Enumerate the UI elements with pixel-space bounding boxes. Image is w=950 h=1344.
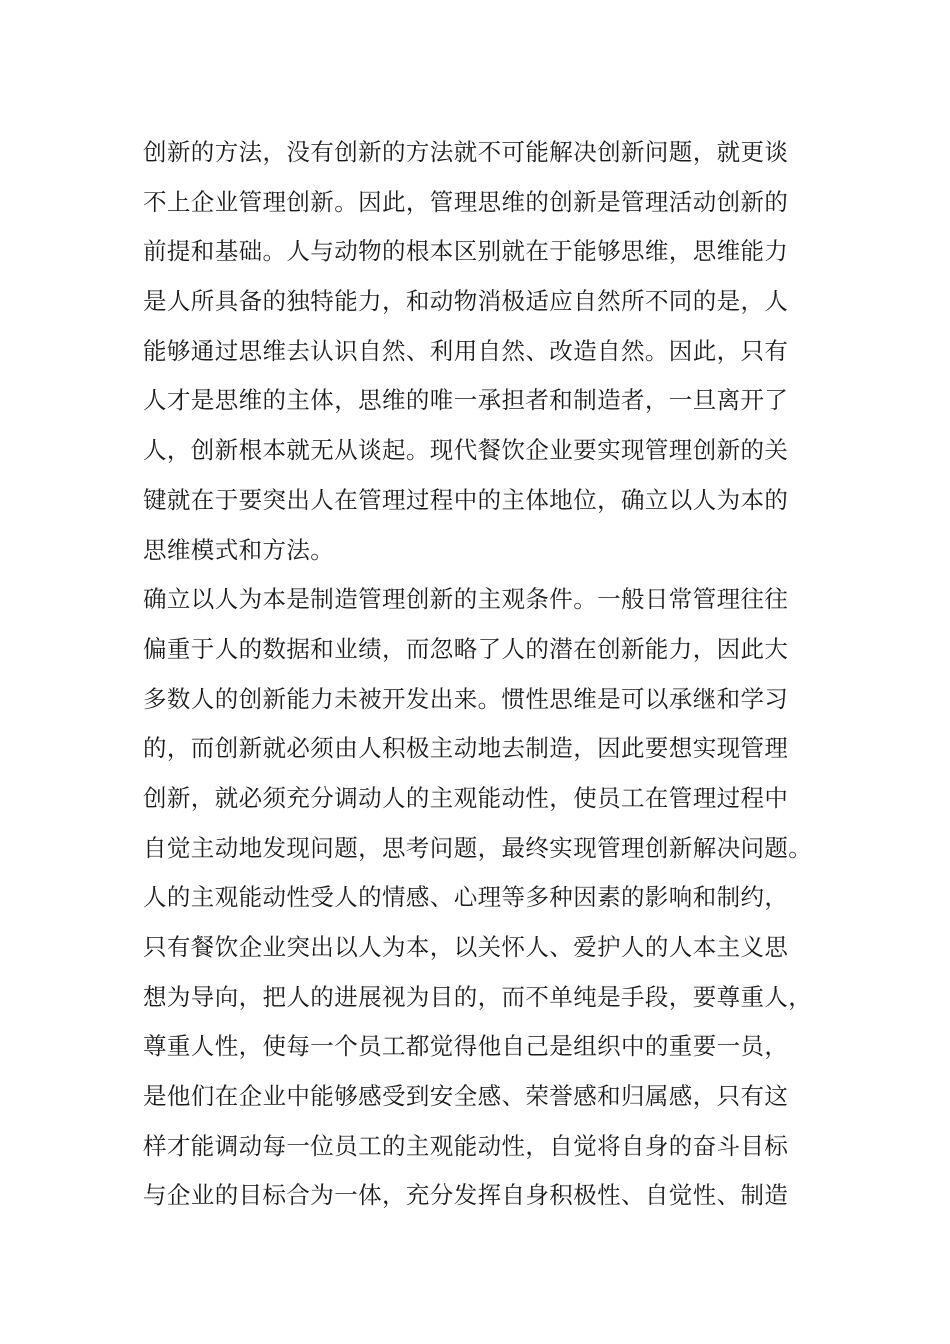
body-text [143,128,833,1221]
text-line: 与企业的目标合为一体，充分发挥自身积极性、自觉性、制造 [143,1181,789,1210]
text-line: 的，而创新就必须由人积极主动地去制造，因此要想实现管理 [143,734,789,763]
text-line: 多数人的创新能力未被开发出来。惯性思维是可以承继和学习 [143,684,789,713]
text-line: 尊重人性，使每一个员工都觉得他自己是组织中的重要一员， [143,1032,789,1061]
text-line: 偏重于人的数据和业绩，而忽略了人的潜在创新能力，因此大 [143,634,789,663]
text-line: 人的主观能动性受人的情感、心理等多种因素的影响和制约， [143,883,789,912]
text-line: 自觉主动地发现问题，思考问题，最终实现管理创新解决问题。 [143,833,813,862]
text-line: 创新的方法，没有创新的方法就不可能解决创新问题，就更谈 [143,138,789,166]
text-line: 想为导向，把人的进展视为目的，而不单纯是手段，要尊重人， [143,982,813,1011]
text-line: 能够通过思维去认识自然、利用自然、改造自然。因此，只有 [143,336,789,365]
text-line: 只有餐饮企业突出以人为本，以关怀人、爱护人的人本主义思 [143,933,789,961]
text-line: 不上企业管理创新。因此，管理思维的创新是管理活动创新的 [143,187,789,216]
text-line: 确立以人为本是制造管理创新的主观条件。一般日常管理往往 [143,585,789,614]
text-line: 键就在于要突出人在管理过程中的主体地位，确立以人为本的 [143,485,789,514]
text-line: 创新，就必须充分调动人的主观能动性，使员工在管理过程中 [143,783,789,812]
text-line: 是他们在企业中能够感受到安全感、荣誉感和归属感，只有这 [143,1082,789,1111]
text-line: 思维模式和方法。 [143,535,335,564]
text-line: 是人所具备的独特能力，和动物消极适应自然所不同的是，人 [143,287,789,316]
text-line: 样才能调动每一位员工的主观能动性，自觉将自身的奋斗目标 [143,1131,789,1160]
text-line: 前提和基础。人与动物的根本区别就在于能够思维，思维能力 [143,237,789,266]
text-line: 人才是思维的主体，思维的唯一承担者和制造者，一旦离开了 [143,386,789,415]
text-line: 人，创新根本就无从谈起。现代餐饮企业要实现管理创新的关 [143,436,789,465]
